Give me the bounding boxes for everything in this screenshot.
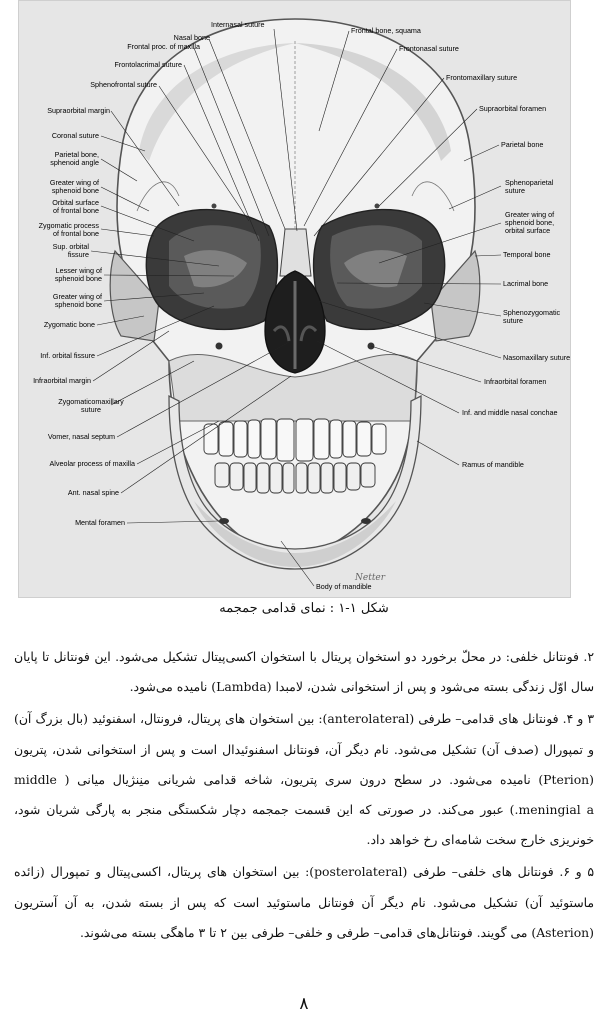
- label-frontomaxillary-suture: Frontomaxillary suture: [446, 73, 518, 82]
- label-greater-wing-sphenoid-1: Greater wing of sphenoid bone: [49, 178, 99, 195]
- label-greater-wing-sphenoid-orbital: Greater wing of sphenoid bone, orbital surface: [505, 210, 555, 235]
- figure-caption: شکل ۱-۱ : نمای قدامی جمجمه: [219, 601, 389, 616]
- label-nasal-bone: Nasal bone: [173, 33, 210, 42]
- label-frontal-bone-squama: Frontal bone, squama: [351, 26, 421, 35]
- label-parietal-bone: Parietal bone: [501, 140, 544, 149]
- label-zygomatic-process-frontal: Zygomatic process of frontal bone: [38, 221, 99, 238]
- label-infraorbital-foramen: Infraorbital foramen: [484, 377, 547, 386]
- label-zygomaticomaxillary-suture: Zygomaticomaxillary suture: [58, 397, 124, 414]
- label-mental-foramen: Mental foramen: [75, 518, 125, 527]
- paragraph-anterolateral-fontanelle: ۳ و ۴. فونتانل های قدامی– طرفی (anterolateral): بین استخوان های پریتال، فرونتال، اسفنوئید (بال بزرگ آن) و تمپورال (صدف آن) تشکیل می‌شود. نام دیگر آن، فونتانل اسفنوئیدال است و پس از استخوانی شدن، پتریون (Pterion) نامیده می‌شود. در سطح درون سری پتریون، شاخه قدامی شریانی منِنژیال میانی ( middle meningial a.) عبور می‌کند. در صورتی که این قسمت جمجمه دچار شکستگی منجر به پارگی شریان شود، خونریزی خارج سخت شامه‌ای رخ خواهد داد.: [14, 711, 594, 848]
- label-internasal-suture: Internasal suture: [211, 20, 265, 29]
- label-frontal-proc-maxilla: Frontal proc. of maxilla: [127, 42, 200, 51]
- label-sphenoparietal-suture: Sphenoparietal suture: [505, 178, 554, 195]
- label-supraorbital-foramen: Supraorbital foramen: [479, 104, 547, 113]
- label-greater-wing-sphenoid-2: Greater wing of sphenoid bone: [52, 292, 102, 309]
- label-nasomaxillary-suture: Nasomaxillary suture: [503, 353, 571, 362]
- page-number: ۸: [299, 994, 309, 1014]
- label-sphenozygomatic-suture: Sphenozygomatic suture: [503, 308, 561, 325]
- label-ant-nasal-spine: Ant. nasal spine: [67, 488, 119, 497]
- label-lacrimal-bone: Lacrimal bone: [503, 279, 549, 288]
- label-temporal-bone: Temporal bone: [503, 250, 551, 259]
- label-body-of-mandible: Body of mandible: [316, 582, 372, 591]
- label-ramus-of-mandible: Ramus of mandible: [462, 460, 524, 469]
- label-frontolacrimal-suture: Frontolacrimal suture: [114, 60, 182, 69]
- label-coronal-suture: Coronal suture: [51, 131, 99, 140]
- label-nasal-conchae: Inf. and middle nasal conchae: [462, 408, 558, 417]
- label-zygomatic-bone: Zygomatic bone: [43, 320, 95, 329]
- label-sphenofrontal-suture: Sphenofrontal suture: [90, 80, 157, 89]
- label-frontonasal-suture: Frontonasal suture: [399, 44, 459, 53]
- paragraph-posterior-fontanelle: ۲. فونتانل خلفی: در محلّ برخورد دو استخوان پریتال با استخوان اکسی‌پیتال تشکیل می‌شود. این فونتانل تا پایان سال اوّل زندگی بسته می‌شود و پس از استخوانی شدن، لامبدا (Lambda) نامیده می‌شود.: [14, 649, 594, 695]
- label-parietal-bone-sphenoid-angle: Parietal bone, sphenoid angle: [50, 150, 99, 167]
- skull-anatomy-figure: [18, 0, 571, 598]
- label-infraorbital-margin: Infraorbital margin: [33, 376, 91, 385]
- label-lesser-wing-sphenoid: Lesser wing of sphenoid bone: [54, 266, 102, 283]
- label-inf-orbital-fissure: Inf. orbital fissure: [40, 351, 95, 360]
- label-vomer-nasal-septum: Vomer, nasal septum: [47, 432, 115, 441]
- label-orbital-surface-frontal-bone: Orbital surface of frontal bone: [52, 198, 99, 215]
- artist-signature: Netter: [355, 573, 386, 583]
- paragraph-posterolateral-fontanelle: ۵ و ۶. فونتانل های خلفی– طرفی (posterolateral): بین استخوان های پریتال، اکسی‌پیتال و تمپورال (زائده ماستوئید آن) تشکیل می‌شود. نام دیگر آن فونتانل ماستوئید است که پس از بسته شدن، به آن آستریون (Asterion) می گویند. فونتانل‌های قدامی– طرفی و خلفی– طرفی بین ۲ تا ۳ ماهگی بسته می‌شوند.: [14, 864, 594, 940]
- body-text: [14, 642, 594, 950]
- label-alveolar-process-maxilla: Alveolar process of maxilla: [49, 459, 135, 468]
- label-sup-orbital-fissure: Sup. orbital fissure: [52, 242, 89, 259]
- label-supraorbital-margin: Supraorbital margin: [47, 106, 110, 115]
